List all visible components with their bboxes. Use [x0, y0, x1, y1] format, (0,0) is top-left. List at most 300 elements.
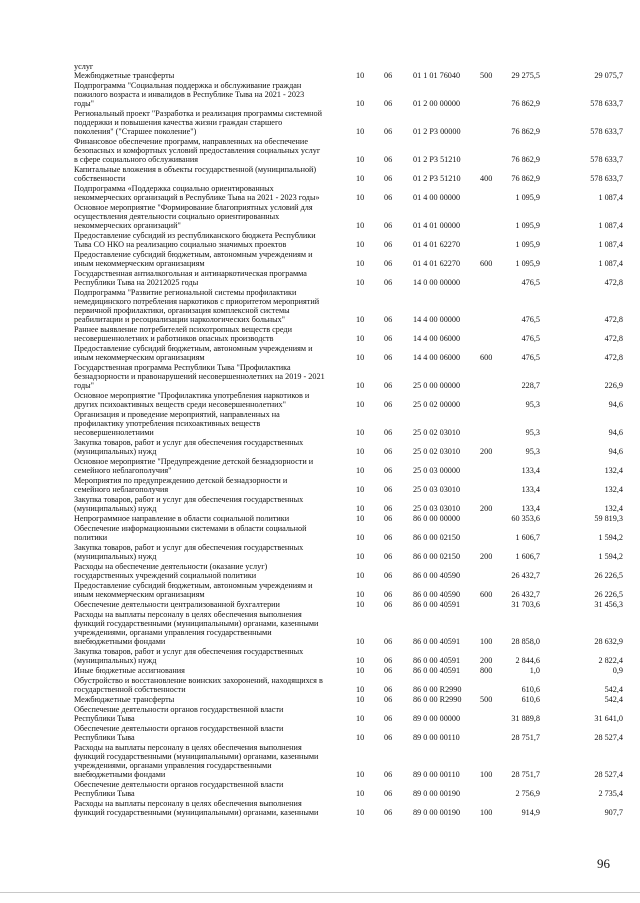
row-description — [74, 250, 346, 268]
expense-type-code: 600 — [480, 259, 493, 268]
amount-executed: 578 633,7 — [590, 155, 623, 164]
amount-executed: 472,8 — [604, 315, 623, 324]
target-article-code: 01 2 P3 00000 — [413, 127, 461, 136]
expense-type-code: 200 — [480, 552, 493, 561]
amount-approved: 2 756,9 — [515, 789, 540, 798]
subsection-code: 06 — [384, 400, 393, 409]
target-article-code: 01 2 00 00000 — [413, 99, 461, 108]
subsection-code: 06 — [384, 447, 393, 456]
subsection-code: 06 — [384, 733, 393, 742]
section-code: 10 — [356, 428, 365, 437]
amount-executed: 578 633,7 — [590, 99, 623, 108]
description-line: Обеспечение деятельности органов государственной власти — [74, 705, 284, 714]
section-code: 10 — [356, 353, 365, 362]
target-article-code: 89 0 00 00110 — [413, 733, 460, 742]
amount-executed: 2 822,4 — [598, 656, 623, 665]
description-line: Межбюджетные трансферты — [74, 71, 175, 80]
amount-approved: 26 432,7 — [511, 590, 540, 599]
amount-executed: 2 735,4 — [598, 789, 623, 798]
section-code: 10 — [356, 656, 365, 665]
subsection-code: 06 — [384, 221, 393, 230]
amount-executed: 26 226,5 — [594, 590, 623, 599]
subsection-code: 06 — [384, 428, 393, 437]
amount-approved: 31 703,6 — [511, 600, 540, 609]
description-line: Предоставление субсидий бюджетным, автономным учреждениям и — [74, 581, 313, 590]
row-description — [74, 705, 346, 723]
description-line: Обустройство и восстановление воинских захоронений, находящихся в — [74, 676, 323, 685]
row-description — [74, 457, 346, 475]
subsection-code: 06 — [384, 685, 393, 694]
section-code: 10 — [356, 334, 365, 343]
section-code: 10 — [356, 127, 365, 136]
section-code: 10 — [356, 685, 365, 694]
description-line: некоммерческих организаций" — [74, 221, 181, 230]
amount-approved: 76 862,9 — [511, 99, 540, 108]
row-description — [74, 137, 346, 164]
section-code: 10 — [356, 466, 365, 475]
description-line: Расходы на выплаты персоналу в целях обеспечения выполнения — [74, 610, 302, 619]
target-article-code: 86 0 00 02150 — [413, 552, 461, 561]
amount-approved: 476,5 — [521, 334, 540, 343]
description-line: Закупка товаров, работ и услуг для обеспечения государственных — [74, 647, 304, 656]
section-code: 10 — [356, 174, 365, 183]
description-line: Предоставление субсидий из республиканского бюджета Республики — [74, 231, 316, 240]
section-code: 10 — [356, 733, 365, 742]
description-line: внебюджетными фондами — [74, 770, 166, 779]
amount-approved: 1 095,9 — [515, 240, 540, 249]
description-line: Обеспечение деятельности централизованной бухгалтерии — [74, 600, 280, 609]
amount-executed: 28 632,9 — [594, 637, 623, 646]
row-description — [74, 269, 346, 287]
row-description — [74, 676, 346, 694]
description-line: пожилого возраста и инвалидов в Республике Тыва на 2021 - 2023 — [74, 90, 305, 99]
amount-executed: 132,4 — [604, 485, 623, 494]
subsection-code: 06 — [384, 193, 393, 202]
target-article-code: 01 4 01 62270 — [413, 259, 461, 268]
description-line: поддержки и повышения качества жизни граждан старшего — [74, 118, 283, 127]
description-line: иным некоммерческим организациям — [74, 259, 205, 268]
description-line: Организация и проведение мероприятий, направленных на — [74, 410, 280, 419]
description-line: немедицинского потребления наркотиков с приоритетом мероприятий — [74, 297, 320, 306]
description-line: Раннее выявление потребителей психотропных веществ среди — [74, 325, 292, 334]
row-description — [74, 109, 346, 136]
description-line: Республики Тыва — [74, 733, 135, 742]
amount-approved: 1 095,9 — [515, 259, 540, 268]
amount-executed: 0,9 — [612, 666, 623, 675]
target-article-code: 86 0 00 40590 — [413, 590, 461, 599]
description-line: годы" — [74, 99, 95, 108]
section-code: 10 — [356, 99, 365, 108]
description-line: Расходы на обеспечение деятельности (оказание услуг) — [74, 562, 268, 571]
description-line: других психоактивных веществ среди несовершеннолетних" — [74, 400, 286, 409]
subsection-code: 06 — [384, 278, 393, 287]
section-code: 10 — [356, 221, 365, 230]
description-line: семейного неблагополучия" — [74, 466, 172, 475]
target-article-code: 86 0 00 40591 — [413, 600, 461, 609]
description-line: Подпрограмма "Социальная поддержка и обслуживание граждан — [74, 81, 302, 90]
amount-approved: 610,6 — [521, 685, 540, 694]
target-article-code: 89 0 00 00000 — [413, 714, 461, 723]
amount-executed: 132,4 — [604, 504, 623, 513]
amount-approved: 76 862,9 — [511, 127, 540, 136]
description-line: Предоставление субсидий бюджетным, автономным учреждениям и — [74, 250, 313, 259]
subsection-code: 06 — [384, 99, 393, 108]
amount-approved: 95,3 — [525, 400, 540, 409]
description-line: Расходы на выплаты персоналу в целях обеспечения выполнения — [74, 743, 302, 752]
subsection-code: 06 — [384, 466, 393, 475]
row-description — [74, 600, 346, 609]
row-description — [74, 514, 346, 523]
subsection-code: 06 — [384, 485, 393, 494]
target-article-code: 14 4 00 06000 — [413, 334, 461, 343]
description-line: Финансовое обеспечение программ, направленных на обеспечение — [74, 137, 308, 146]
amount-executed: 542,4 — [604, 685, 623, 694]
row-description — [74, 71, 346, 80]
target-article-code: 01 2 P3 51210 — [413, 155, 461, 164]
subsection-code: 06 — [384, 571, 393, 580]
target-article-code: 86 0 00 40591 — [413, 637, 461, 646]
section-code: 10 — [356, 695, 365, 704]
amount-approved: 610,6 — [521, 695, 540, 704]
target-article-code: 89 0 00 00190 — [413, 808, 461, 817]
target-article-code: 86 0 00 40590 — [413, 571, 461, 580]
row-description — [74, 410, 346, 437]
amount-approved: 2 844,6 — [515, 656, 540, 665]
expense-type-code: 600 — [480, 353, 493, 362]
amount-approved: 476,5 — [521, 315, 540, 324]
section-code: 10 — [356, 552, 365, 561]
amount-executed: 94,6 — [608, 428, 623, 437]
section-code: 10 — [356, 770, 365, 779]
description-line: государственной собственности — [74, 685, 186, 694]
target-article-code: 86 0 00 R2990 — [413, 685, 462, 694]
description-line: (муниципальных) нужд — [74, 447, 157, 456]
target-article-code: 89 0 00 00110 — [413, 770, 460, 779]
section-code: 10 — [356, 381, 365, 390]
amount-executed: 578 633,7 — [590, 127, 623, 136]
subsection-code: 06 — [384, 695, 393, 704]
row-description — [74, 495, 346, 513]
section-code: 10 — [356, 514, 365, 523]
description-line: Республики Тыва — [74, 714, 135, 723]
description-line: собственности — [74, 174, 126, 183]
amount-executed: 226,9 — [604, 381, 623, 390]
description-line: Подпрограмма «Поддержка социально ориентированных — [74, 184, 274, 193]
description-line: поколения" ("Старшее поколение") — [74, 127, 197, 136]
amount-approved: 1 095,9 — [515, 221, 540, 230]
target-article-code: 01 2 P3 51210 — [413, 174, 461, 183]
description-line: иным некоммерческим организациям — [74, 590, 205, 599]
amount-executed: 1 594,2 — [598, 533, 623, 542]
description-line: некоммерческих организаций в Республике Тыва на 2021 - 2023 годы» — [74, 193, 320, 202]
description-line: учреждениями, органами управления государственными — [74, 628, 272, 637]
target-article-code: 86 0 00 02150 — [413, 533, 461, 542]
description-line: осуществления деятельности социально ориентированных — [74, 212, 280, 221]
description-line: в сфере социального обслуживания — [74, 155, 199, 164]
subsection-code: 06 — [384, 590, 393, 599]
description-line: внебюджетными фондами — [74, 637, 166, 646]
target-article-code: 01 4 01 00000 — [413, 221, 461, 230]
description-line: несовершеннолетними — [74, 428, 154, 437]
section-code: 10 — [356, 666, 365, 675]
description-line: Предоставление субсидий бюджетным, автономным учреждениям и — [74, 344, 313, 353]
subsection-code: 06 — [384, 315, 393, 324]
section-code: 10 — [356, 533, 365, 542]
section-code: 10 — [356, 808, 365, 817]
amount-executed: 578 633,7 — [590, 174, 623, 183]
description-line: профилактику употребления психоактивных веществ — [74, 419, 261, 428]
subsection-code: 06 — [384, 600, 393, 609]
row-description — [74, 724, 346, 742]
target-article-code: 25 0 02 00000 — [413, 400, 461, 409]
amount-approved: 76 862,9 — [511, 155, 540, 164]
description-line: (муниципальных) нужд — [74, 552, 157, 561]
row-description — [74, 438, 346, 456]
description-line: иным некоммерческим организациям — [74, 353, 205, 362]
amount-executed: 907,7 — [604, 808, 623, 817]
row-description — [74, 780, 346, 798]
description-line: Иные бюджетные ассигнования — [74, 666, 185, 675]
amount-approved: 76 862,9 — [511, 174, 540, 183]
target-article-code: 14 4 00 06000 — [413, 353, 461, 362]
amount-approved: 133,4 — [521, 485, 540, 494]
expense-type-code: 100 — [480, 770, 493, 779]
row-description — [74, 524, 346, 542]
row-description — [74, 476, 346, 494]
row-description — [74, 391, 346, 409]
description-line: Межбюджетные трансферты — [74, 695, 175, 704]
amount-approved: 133,4 — [521, 504, 540, 513]
amount-executed: 472,8 — [604, 334, 623, 343]
amount-approved: 31 889,8 — [511, 714, 540, 723]
subsection-code: 06 — [384, 259, 393, 268]
section-code: 10 — [356, 637, 365, 646]
amount-executed: 472,8 — [604, 353, 623, 362]
target-article-code: 25 0 02 03010 — [413, 428, 461, 437]
row-description — [74, 695, 346, 704]
row-description — [74, 184, 346, 202]
section-code: 10 — [356, 259, 365, 268]
expense-type-code: 400 — [480, 174, 493, 183]
description-line: несовершеннолетних и работников опасных производств — [74, 334, 274, 343]
section-code: 10 — [356, 447, 365, 456]
section-code: 10 — [356, 714, 365, 723]
page-bottom-edge — [0, 892, 640, 893]
amount-executed: 1 087,4 — [598, 259, 623, 268]
row-description — [74, 562, 346, 580]
description-line: Республики Тыва — [74, 789, 135, 798]
section-code: 10 — [356, 600, 365, 609]
description-line: (муниципальных) нужд — [74, 504, 157, 513]
description-line: Тыва СО НКО на реализацию социально значимых проектов — [74, 240, 287, 249]
row-description — [74, 743, 346, 779]
subsection-code: 06 — [384, 127, 393, 136]
section-code: 10 — [356, 240, 365, 249]
row-description — [74, 647, 346, 665]
amount-executed: 29 075,7 — [594, 71, 623, 80]
subsection-code: 06 — [384, 533, 393, 542]
amount-executed: 94,6 — [608, 447, 623, 456]
section-code: 10 — [356, 71, 365, 80]
description-line: Непрограммное направление в области социальной политики — [74, 514, 290, 523]
description-line: реабилитации и ресоциализации наркологических больных" — [74, 315, 286, 324]
description-line: безнадзорности и правонарушений несовершеннолетних на 2019 - 2021 — [74, 372, 325, 381]
section-code: 10 — [356, 278, 365, 287]
target-article-code: 86 0 00 40591 — [413, 666, 461, 675]
target-article-code: 25 0 03 03010 — [413, 504, 461, 513]
description-line: учреждениями, органами управления государственными — [74, 761, 272, 770]
target-article-code: 86 0 00 00000 — [413, 514, 461, 523]
amount-approved: 60 353,6 — [511, 514, 540, 523]
amount-approved: 28 751,7 — [511, 770, 540, 779]
description-line: Обеспечение деятельности органов государственной власти — [74, 780, 284, 789]
row-description — [74, 231, 346, 249]
subsection-code: 06 — [384, 334, 393, 343]
description-line: Региональный проект "Разработка и реализация программы системной — [74, 109, 323, 118]
amount-executed: 28 527,4 — [594, 770, 623, 779]
section-code: 10 — [356, 590, 365, 599]
description-line: Государственная антиалкогольная и антинаркотическая программа — [74, 269, 307, 278]
target-article-code: 25 0 00 00000 — [413, 381, 461, 390]
amount-approved: 914,9 — [521, 808, 540, 817]
amount-executed: 1 087,4 — [598, 240, 623, 249]
expense-type-code: 200 — [480, 504, 493, 513]
subsection-code: 06 — [384, 504, 393, 513]
subsection-code: 06 — [384, 714, 393, 723]
row-description — [74, 203, 346, 230]
subsection-code: 06 — [384, 240, 393, 249]
subsection-code: 06 — [384, 789, 393, 798]
row-description — [74, 610, 346, 646]
section-code: 10 — [356, 400, 365, 409]
description-line: Обеспечение деятельности органов государственной власти — [74, 724, 284, 733]
row-description — [74, 666, 346, 675]
amount-executed: 1 087,4 — [598, 193, 623, 202]
target-article-code: 25 0 02 03010 — [413, 447, 461, 456]
row-description — [74, 325, 346, 343]
amount-approved: 1,0 — [529, 666, 540, 675]
amount-approved: 1 606,7 — [515, 552, 540, 561]
expense-type-code: 600 — [480, 590, 493, 599]
section-code: 10 — [356, 485, 365, 494]
target-article-code: 86 0 00 40591 — [413, 656, 461, 665]
amount-approved: 228,7 — [521, 381, 540, 390]
target-article-code: 14 0 00 00000 — [413, 278, 461, 287]
subsection-code: 06 — [384, 381, 393, 390]
description-line: безопасных и комфортных условий предоставления социальных услуг — [74, 146, 321, 155]
section-code: 10 — [356, 155, 365, 164]
subsection-code: 06 — [384, 637, 393, 646]
amount-executed: 31 641,0 — [594, 714, 623, 723]
description-line: первичной профилактики, организация комплексной системы — [74, 306, 290, 315]
description-line: Капитальные вложения в объекты государственной (муниципальной) — [74, 165, 317, 174]
target-article-code: 25 0 03 03010 — [413, 485, 461, 494]
amount-executed: 26 226,5 — [594, 571, 623, 580]
target-article-code: 01 4 00 00000 — [413, 193, 461, 202]
subsection-code: 06 — [384, 552, 393, 561]
amount-approved: 28 751,7 — [511, 733, 540, 742]
amount-executed: 94,6 — [608, 400, 623, 409]
target-article-code: 01 4 01 62270 — [413, 240, 461, 249]
section-code: 10 — [356, 789, 365, 798]
page-number: 96 — [597, 856, 610, 871]
expense-type-code: 100 — [480, 808, 493, 817]
description-line: Основное мероприятие "Предупреждение детской безнадзорности и — [74, 457, 314, 466]
amount-approved: 95,3 — [525, 447, 540, 456]
description-line: государственных учреждений социальной политики — [74, 571, 257, 580]
description-line: функций государственными (муниципальными) органами, казенными — [74, 619, 319, 628]
amount-approved: 1 095,9 — [515, 193, 540, 202]
row-description — [74, 581, 346, 599]
amount-executed: 1 087,4 — [598, 221, 623, 230]
description-line: Подпрограмма "Развитие региональной системы профилактики — [74, 288, 297, 297]
row-description — [74, 543, 346, 561]
description-line: Расходы на выплаты персоналу в целях обеспечения выполнения — [74, 799, 302, 808]
expense-type-code: 200 — [480, 656, 493, 665]
description-line: функций государственными (муниципальными) органами, казенными — [74, 752, 319, 761]
section-code: 10 — [356, 193, 365, 202]
expense-type-code: 100 — [480, 637, 493, 646]
subsection-code: 06 — [384, 656, 393, 665]
carryover-text: услуг — [74, 62, 94, 71]
amount-executed: 542,4 — [604, 695, 623, 704]
amount-approved: 1 606,7 — [515, 533, 540, 542]
subsection-code: 06 — [384, 514, 393, 523]
section-code: 10 — [356, 504, 365, 513]
amount-executed: 472,8 — [604, 278, 623, 287]
subsection-code: 06 — [384, 71, 393, 80]
subsection-code: 06 — [384, 666, 393, 675]
description-line: (муниципальных) нужд — [74, 656, 157, 665]
section-code: 10 — [356, 571, 365, 580]
amount-executed: 59 819,3 — [594, 514, 623, 523]
amount-approved: 29 275,5 — [511, 71, 540, 80]
description-line: Основное мероприятие "Формирование благоприятных условий для — [74, 203, 313, 212]
subsection-code: 06 — [384, 353, 393, 362]
description-line: Государственная программа Республики Тыва "Профилактика — [74, 363, 291, 372]
description-line: Обеспечение информационными системами в области социальной — [74, 524, 307, 533]
target-article-code: 89 0 00 00190 — [413, 789, 461, 798]
subsection-code: 06 — [384, 174, 393, 183]
amount-executed: 1 594,2 — [598, 552, 623, 561]
row-description — [74, 165, 346, 183]
row-description — [74, 344, 346, 362]
section-code: 10 — [356, 315, 365, 324]
expense-type-code: 800 — [480, 666, 493, 675]
amount-executed: 31 456,3 — [594, 600, 623, 609]
target-article-code: 14 4 00 00000 — [413, 315, 461, 324]
description-line: семейного неблагополучия — [74, 485, 169, 494]
amount-executed: 28 527,4 — [594, 733, 623, 742]
expense-type-code: 500 — [480, 695, 493, 704]
description-line: Мероприятия по предупреждению детской безнадзорности и — [74, 476, 288, 485]
description-line: Закупка товаров, работ и услуг для обеспечения государственных — [74, 495, 304, 504]
amount-approved: 476,5 — [521, 353, 540, 362]
row-description — [74, 288, 346, 324]
expense-type-code: 500 — [480, 71, 493, 80]
description-line: политики — [74, 533, 108, 542]
description-line: Основное мероприятие "Профилактика употребления наркотиков и — [74, 391, 310, 400]
amount-approved: 133,4 — [521, 466, 540, 475]
description-line: функций государственными (муниципальными) органами, казенными — [74, 808, 319, 817]
amount-approved: 476,5 — [521, 278, 540, 287]
row-description — [74, 81, 346, 108]
amount-executed: 132,4 — [604, 466, 623, 475]
target-article-code: 86 0 00 R2990 — [413, 695, 462, 704]
row-description — [74, 799, 346, 817]
description-line: годы" — [74, 381, 95, 390]
amount-approved: 26 432,7 — [511, 571, 540, 580]
